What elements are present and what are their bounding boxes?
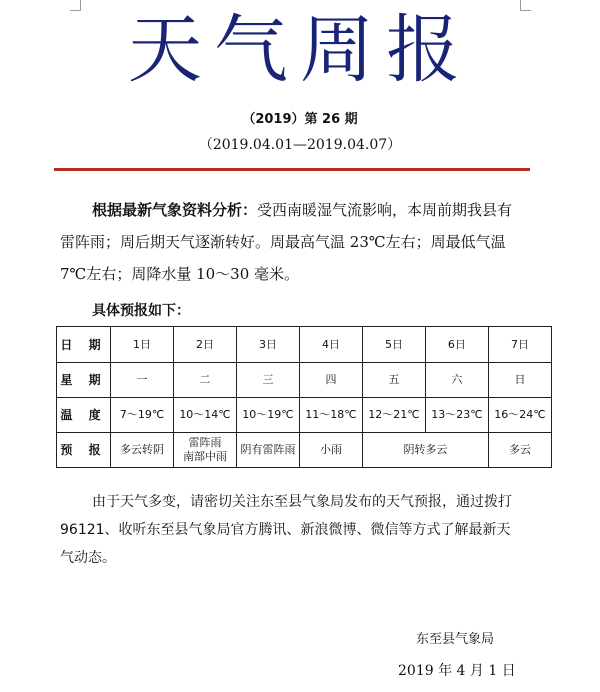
forecast-cell: 阴有雷阵雨 [236, 433, 299, 468]
document-title: 天气周报 [128, 7, 472, 93]
intro-text: 受西南暖湿气流影响，本周前期我县有雷阵雨；周后期天气逐渐转好。周最高气温 23℃左右；周最低气温 7℃左右；周降水量 10～30 毫米。 [60, 201, 513, 283]
forecast-cell: 小雨 [299, 433, 362, 468]
forecast-cell [174, 433, 237, 468]
temperature-cell: 12～21℃ [362, 398, 425, 433]
temperature-cell: 10～14℃ [174, 398, 237, 433]
forecast-cell-line: 雷阵雨 [188, 436, 222, 449]
date-cell: 4日 [299, 327, 362, 363]
weekday-row [57, 363, 552, 398]
weekday-cell: 二 [174, 363, 237, 398]
date-cell: 6日 [425, 327, 488, 363]
forecast-subhead: 具体预报如下： [92, 303, 190, 319]
weekday-cell: 六 [425, 363, 488, 398]
date-cell: 3日 [236, 327, 299, 363]
closing-paragraph: 由于天气多变，请密切关注东至县气象局发布的天气预报，通过拨打96121、收听东至县气象局官方腾讯、新浪微博、微信等方式了解最新天气动态。 [60, 494, 512, 566]
date-cell: 2日 [174, 327, 237, 363]
temperature-cell: 7～19℃ [111, 398, 174, 433]
forecast-cell-merged: 阴转多云 [362, 433, 488, 468]
issue-number: （2019）第 26 期 [242, 112, 358, 127]
weekday-cell: 一 [111, 363, 174, 398]
row-label-forecast: 预 报 [57, 433, 111, 468]
date-range: （2019.04.01—2019.04.07） [198, 137, 402, 153]
signature-date: 2019 年 4 月 1 日 [398, 663, 516, 679]
forecast-cell: 多云转阴 [111, 433, 174, 468]
temperature-cell: 10～19℃ [236, 398, 299, 433]
temperature-cell: 11～18℃ [299, 398, 362, 433]
weekday-cell: 五 [362, 363, 425, 398]
intro-lead: 根据最新气象资料分析： [92, 201, 258, 219]
intro-paragraph [60, 194, 520, 290]
date-cell: 1日 [111, 327, 174, 363]
temperature-cell: 13～23℃ [425, 398, 488, 433]
row-label-date: 日 期 [57, 327, 111, 363]
signature: 东至县气象局 [416, 632, 495, 647]
row-label-weekday: 星 期 [57, 363, 111, 398]
forecast-row [57, 433, 552, 468]
temperature-row [57, 398, 552, 433]
forecast-cell: 多云 [488, 433, 551, 468]
forecast-table [56, 326, 552, 468]
weekday-cell: 四 [299, 363, 362, 398]
header-divider [54, 168, 530, 171]
weekday-cell: 三 [236, 363, 299, 398]
temperature-cell: 16～24℃ [488, 398, 551, 433]
weekday-cell: 日 [488, 363, 551, 398]
row-label-temperature: 温 度 [57, 398, 111, 433]
date-cell: 5日 [362, 327, 425, 363]
forecast-cell-line: 南部中雨 [182, 450, 227, 463]
date-cell: 7日 [488, 327, 551, 363]
date-row [57, 327, 552, 363]
